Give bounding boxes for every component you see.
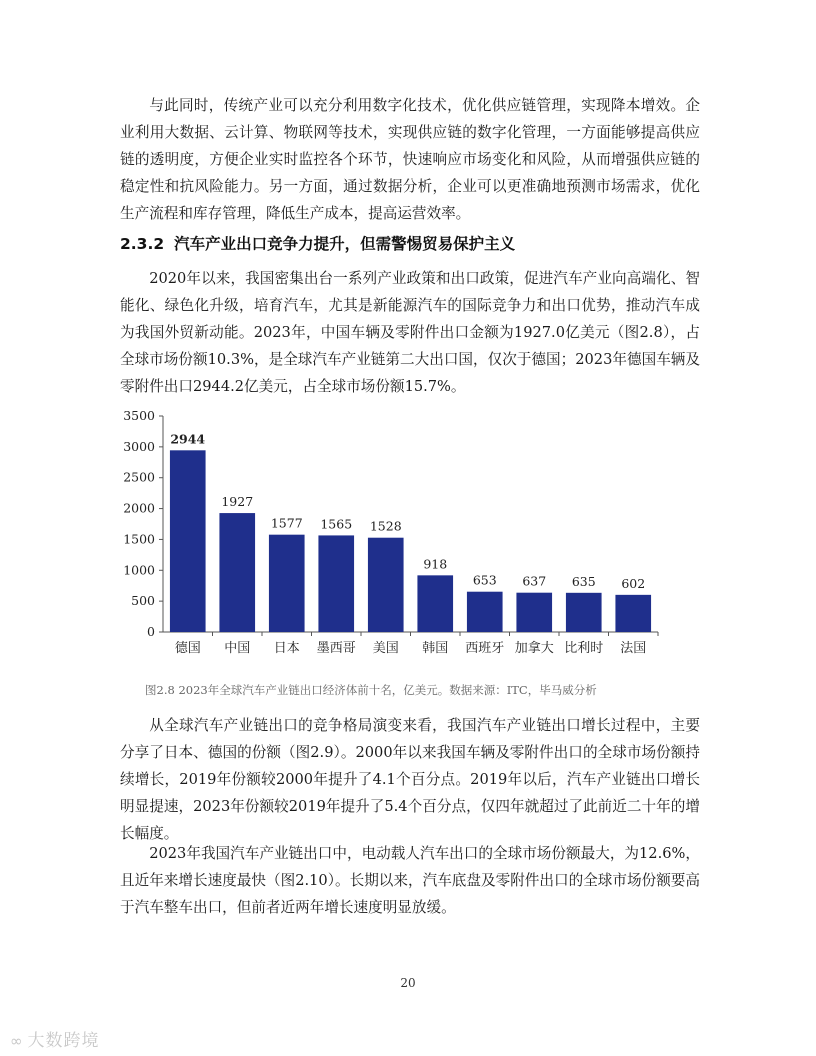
y-tick-label: 3500 (123, 408, 155, 423)
bar-value-label: 602 (621, 575, 646, 591)
bar (566, 593, 602, 632)
bar (467, 592, 503, 632)
bar (269, 535, 305, 632)
paragraph-competitive-landscape: 从全球汽车产业链出口的竞争格局演变来看，我国汽车产业链出口增长过程中，主要分享了日本、德国的份额（图2.9）。2000年以来我国车辆及零附件出口的全球市场份额持续增长，2019年份额较2000年提升了4.1个百分点。2019年以后，汽车产业链出口增长明显提速，2023年份额较2019年提升了5.4个百分点，仅四年就超过了此前近二十年的增长幅度。 (120, 717, 700, 842)
x-category-label: 比利时 (564, 641, 604, 656)
y-tick-label: 1000 (123, 562, 155, 578)
bar-value-label: 637 (522, 573, 547, 589)
page-number: 20 (400, 976, 416, 990)
bar-value-label: 1565 (320, 516, 353, 532)
bar-value-label: 1528 (369, 518, 402, 534)
figure-caption: 图2.8 2023年全球汽车产业链出口经济体前十名，亿美元。数据来源：ITC，毕马威分析 (145, 683, 597, 697)
y-tick-label: 1500 (123, 531, 155, 547)
x-category-label: 美国 (372, 641, 399, 656)
x-category-label: 日本 (273, 641, 300, 656)
watermark-text: 大数跨境 (27, 1031, 100, 1051)
y-tick-label: 2000 (123, 500, 155, 516)
bar-value-label: 1927 (221, 494, 254, 510)
x-category-label: 韩国 (422, 641, 449, 656)
infinity-logo-icon: ∞ (10, 1032, 24, 1050)
y-tick-label: 3000 (123, 438, 155, 454)
bar (219, 513, 255, 632)
y-tick-label: 500 (131, 593, 155, 609)
x-category-label: 中国 (224, 641, 251, 656)
paragraph-auto-export-policy: 2020年以来，我国密集出台一系列产业政策和出口政策，促进汽车产业向高端化、智能化、绿色化升级，培育汽车，尤其是新能源汽车的国际竞争力和出口优势，推动汽车成为我国外贸新动能。2023年，中国车辆及零附件出口金额为1927.0亿美元（图2.8），占全球市场份额10.3%，是全球汽车产业链第二大出口国，仅次于德国；2023年德国车辆及零附件出口2944.2亿美元，占全球市场份额15.7%。 (120, 270, 700, 395)
x-category-label: 墨西哥 (316, 641, 356, 656)
bar-value-label: 635 (571, 573, 596, 589)
bar (368, 538, 404, 632)
bar (170, 450, 206, 632)
y-tick-label: 2500 (123, 469, 155, 485)
bar-value-label: 2944 (170, 431, 206, 447)
bar-value-label: 653 (472, 572, 497, 588)
x-category-label: 法国 (620, 641, 647, 656)
bar (516, 593, 552, 632)
x-category-label: 德国 (174, 641, 201, 656)
section-number: 2.3.2 (120, 235, 165, 253)
bar (417, 575, 453, 632)
export-bar-chart (118, 396, 668, 666)
paragraph-ev-share: 2023年我国汽车产业链出口中，电动载人汽车出口的全球市场份额最大，为12.6%，且近年来增长速度最快（图2.10）。长期以来，汽车底盘及零附件出口的全球市场份额要高于汽车整车出口，但前者近两年增长速度明显放缓。 (120, 845, 700, 916)
bar (318, 535, 354, 632)
bar-value-label: 918 (423, 556, 448, 572)
watermark (10, 1026, 100, 1051)
x-category-label: 西班牙 (465, 641, 505, 656)
section-title: 汽车产业出口竞争力提升，但需警惕贸易保护主义 (174, 235, 516, 253)
x-category-label: 加拿大 (514, 641, 554, 656)
section-heading (120, 232, 515, 254)
bar (615, 595, 651, 632)
bar-value-label: 1577 (270, 515, 303, 531)
paragraph-supply-chain: 与此同时，传统产业可以充分利用数字化技术，优化供应链管理，实现降本增效。企业利用大数据、云计算、物联网等技术，实现供应链的数字化管理，一方面能够提高供应链的透明度，方便企业实时监控各个环节，快速响应市场变化和风险，从而增强供应链的稳定性和抗风险能力。另一方面，通过数据分析，企业可以更准确地预测市场需求，优化生产流程和库存管理，降低生产成本，提高运营效率。 (120, 97, 700, 222)
y-tick-label: 0 (147, 624, 155, 639)
